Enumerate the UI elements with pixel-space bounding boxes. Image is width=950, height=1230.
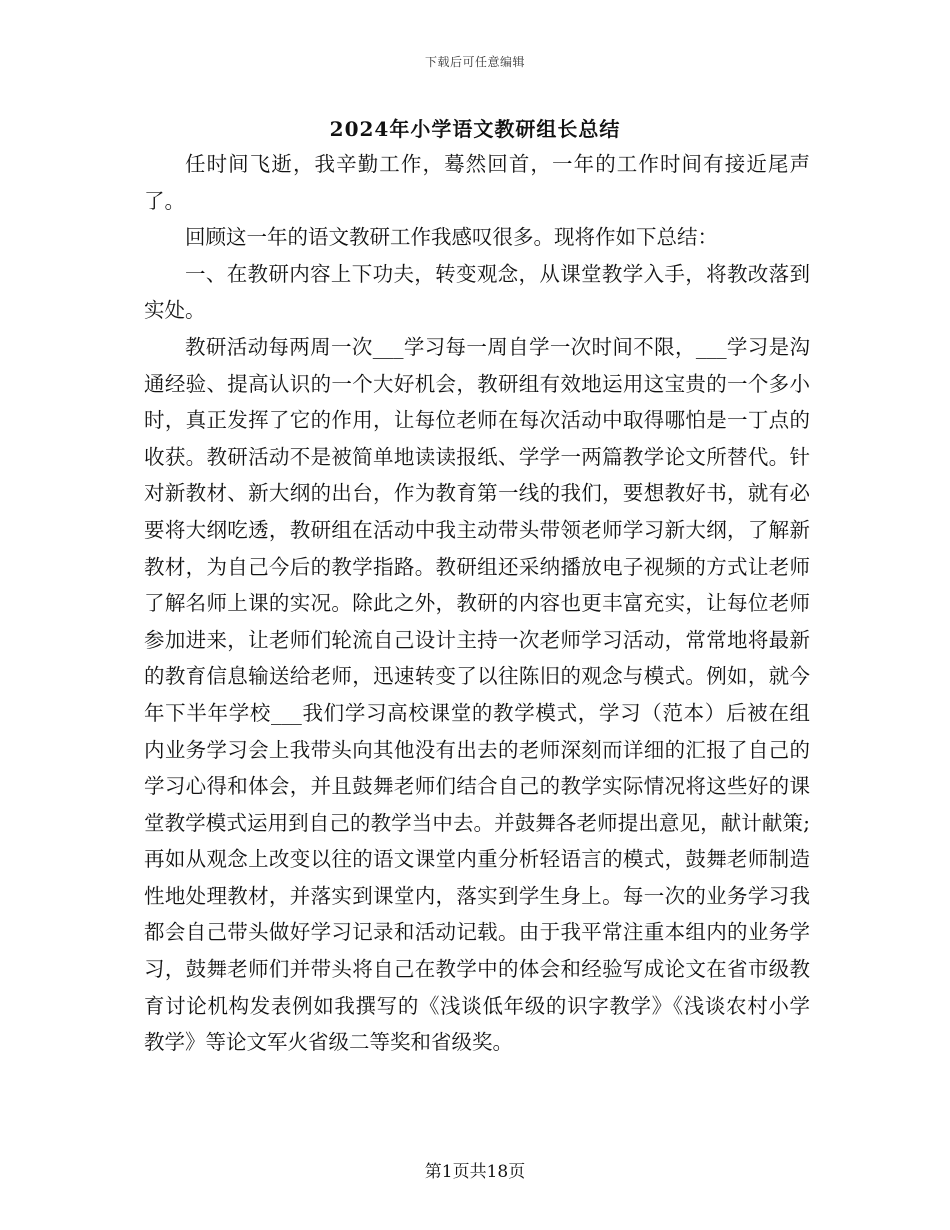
- document-body: [144, 146, 810, 1061]
- paragraph-review: 回顾这一年的语文教研工作我感叹很多。现将作如下总结：: [185, 225, 718, 250]
- document-title: 2024年小学语文教研组长总结: [329, 117, 621, 141]
- paragraph-intro: 任时间飞逝，我辛勤工作，蓦然回首，一年的工作时间有接近尾声了。: [144, 152, 810, 213]
- page-number: 第1页共18页: [424, 1162, 526, 1182]
- header-note: 下载后可任意编辑: [424, 55, 525, 69]
- paragraph-main: 教研活动每两周一次___学习每一周自学一次时间不限，___学习是沟通经验、提高认识的一个大好机会，教研组有效地运用这宝贵的一个多小时，真正发挥了它的作用，让每位老师在每次活动中取得哪怕是一丁点的收获。教研活动不是被简单地读读报纸、学学一两篇教学论文所替代。针对新教材、新大纲的出台，作为教育第一线的我们，要想教好书，就有必要将大纲吃透，教研组在活动中我主动带头带领老师学习新大纲，了解新教材，为自己今后的教学指路。教研组还采纳播放电子视频的方式让老师了解名师上课的实况。除此之外，教研的内容也更丰富充实，让每位老师参加进来，让老师们轮流自己设计主持一次老师学习活动，常常地将最新的教育信息输送给老师，迅速转变了以往陈旧的观念与模式。例如，就今年下半年学校___我们学习高校课堂的教学模式，学习（范本）后被在组内业务学习会上我带头向其他没有出去的老师深刻而详细的汇报了自己的学习心得和体会，并且鼓舞老师们结合自己的教学实际情况将这些好的课堂教学模式运用到自己的教学当中去。并鼓舞各老师提出意见，献计献策;再如从观念上改变以往的语文课堂内重分析轻语言的模式，鼓舞老师制造性地处理教材，并落实到课堂内，落实到学生身上。每一次的业务学习我都会自己带头做好学习记录和活动记载。由于我平常注重本组内的业务学习，鼓舞老师们并带头将自己在教学中的体会和经验写成论文在省市级教育讨论机构发表例如我撰写的《浅谈低年级的识字教学》《浅谈农村小学教学》等论文军火省级二等奖和省级奖。: [144, 334, 810, 1055]
- paragraph-section-heading: 一、在教研内容上下功夫，转变观念，从课堂教学入手，将教改落到实处。: [144, 261, 810, 323]
